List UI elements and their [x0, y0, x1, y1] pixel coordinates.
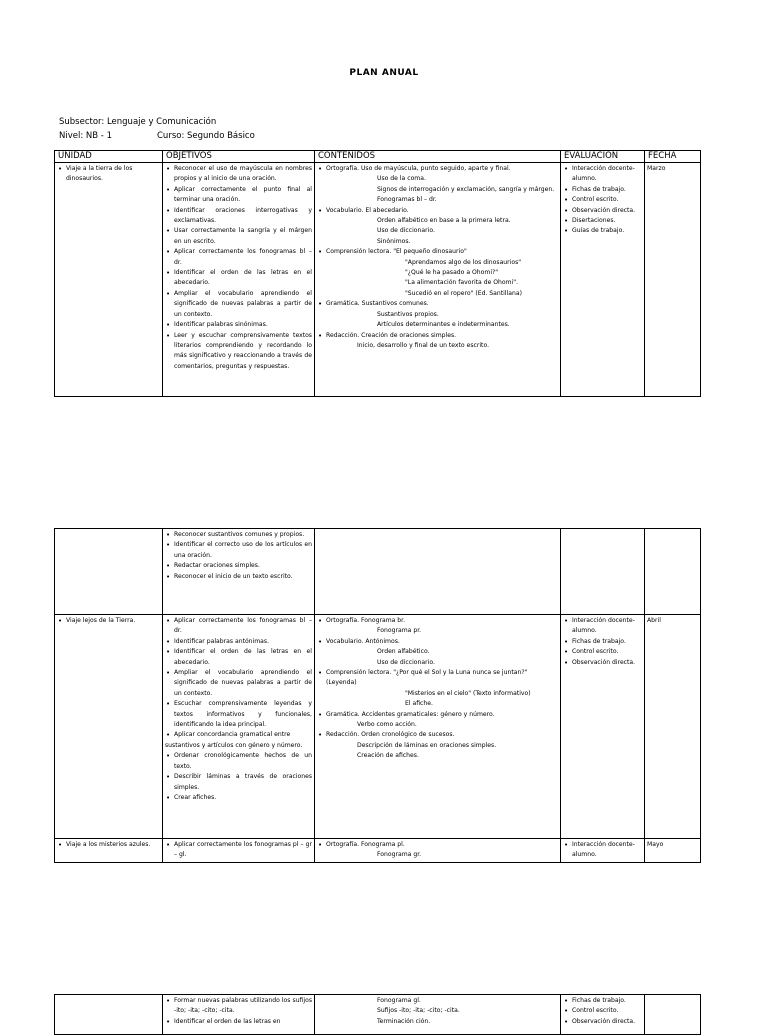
objetivos-cell: • Reconocer el uso de mayúscula en nombres propios y al inicio de una oración. • Aplicar correctamente el punto final al terminar una oración. • Identificar oraciones interrogativas y exclamativas. • Usar correctamente la sangría y el márgen en un escrito. • Aplicar correctamente los fonogramas bl – dr. • Identificar el orden de las letras en el abecedario. • Ampliar el vocabulario aprendiendo el significado de nuevas palabras a partir de un contexto. • Identificar palabras sinónimas. • Leer y escuchar comprensivamente textos literarios comprendiendo y recordando lo más significativo y reaccionando a través de comentarios, preguntas y respuestas.	[163, 163, 315, 397]
plan-table-page-3	[54, 994, 701, 1035]
header-fecha: FECHA	[645, 151, 701, 163]
header-objetivos: OBJETIVOS	[163, 151, 315, 163]
unidad-cell: • Viaje a la tierra de los dinosaurios.	[55, 163, 163, 397]
evaluacion-cell	[561, 529, 645, 615]
unidad-cell: • Viaje a los misterios azules.	[55, 839, 163, 863]
objetivos-cell: • Aplicar correctamente los fonogramas pl – gr – gl.	[163, 839, 315, 863]
contenidos-cell	[315, 529, 561, 615]
table-row	[55, 839, 701, 863]
table-row	[55, 995, 701, 1035]
fecha-cell: Abril	[645, 615, 701, 839]
contenidos-cell: Fonograma gl. Sufijos -ito; -ita; -cito; -cita. Terminación ción.	[315, 995, 561, 1035]
contenidos-cell: • Ortografía. Fonograma pl. Fonograma gr.	[315, 839, 561, 863]
curso-label: Curso: Segundo Básico	[157, 131, 255, 141]
table-row	[55, 163, 701, 397]
contenidos-cell: • Ortografía. Fonograma br. Fonograma pr. • Vocabulario. Antónimos. Orden alfabético. Uso de diccionario. • Comprensión lectora. "¿Por qué el Sol y la Luna nunca se juntan?" (Leyenda) "Misterios en el cielo" (Texto informativo) El afiche. • Gramática. Accidentes gramaticales: género y número. Verbo como acción. • Redacción. Orden cronológico de sucesos. Descripción de láminas en oraciones simples. Creación de afiches.	[315, 615, 561, 839]
evaluacion-cell: • Interacción docente-alumno. • Fichas de trabajo. • Control escrito. • Observación directa. • Disertaciones. • Guías de trabajo.	[561, 163, 645, 397]
contenidos-cell: • Ortografía. Uso de mayúscula, punto seguido, aparte y final. Uso de la coma. Signos de interrogación y exclamación, sangría y márgen. Fonogramas bl – dr. • Vocabulario. El abecedario. Orden alfabético en base a la primera letra. Uso de diccionario. Sinónimos. • Comprensión lectora. "El pequeño dinosaurio" "Aprendamos algo de los dinosaurios" "¿Qué le ha pasado a Ohomi?" "La alimentación favorita de Ohomi". "Sucedió en el ropero" (Ed. Santillana) • Gramática. Sustantivos comunes. Sustantivos propios. Artículos determinantes e indeterminantes. • Redacción. Creación de oraciones simples. Inicio, desarrollo y final de un texto escrito.	[315, 163, 561, 397]
header-unidad: UNIDAD	[55, 151, 163, 163]
unidad-cell	[55, 529, 163, 615]
nivel-curso-line	[59, 131, 255, 141]
fecha-cell	[645, 995, 701, 1035]
objetivos-cell: • Aplicar correctamente los fonogramas bl – dr. • Identificar palabras antónimas. • Identificar el orden de las letras en el abecedario. • Ampliar el vocabulario aprendiendo el significado de nuevas palabras a partir de un contexto. • Escuchar comprensivamente leyendas y textos informativos y funcionales, identificando la idea principal. • Aplicar concordancia gramatical entre sustantivos y artículos con género y número. • Ordenar cronológicamente hechos de un texto. • Describir láminas a través de oraciones simples. • Crear afiches.	[163, 615, 315, 839]
unidad-cell: • Viaje lejos de la Tierra.	[55, 615, 163, 839]
table-row	[55, 529, 701, 615]
plan-table-page-2	[54, 528, 701, 863]
objetivos-cell: • Reconocer sustantivos comunes y propios. • Identificar el correcto uso de los artículos en una oración. • Redactar oraciones simples. • Reconocer el inicio de un texto escrito.	[163, 529, 315, 615]
subsector-line: Subsector: Lenguaje y Comunicación	[59, 117, 217, 127]
unidad-cell	[55, 995, 163, 1035]
header-contenidos: CONTENIDOS	[315, 151, 561, 163]
evaluacion-cell: • Interacción docente-alumno.	[561, 839, 645, 863]
document-title: PLAN ANUAL	[349, 68, 419, 78]
table-row	[55, 615, 701, 839]
evaluacion-cell: • Fichas de trabajo. • Control escrito. • Observación directa.	[561, 995, 645, 1035]
plan-table-page-1	[54, 150, 701, 397]
nivel-label: Nivel: NB - 1	[59, 131, 112, 141]
evaluacion-cell: • Interacción docente-alumno. • Fichas de trabajo. • Control escrito. • Observación directa.	[561, 615, 645, 839]
fecha-cell	[645, 529, 701, 615]
fecha-cell: Mayo	[645, 839, 701, 863]
table-header-row	[55, 151, 701, 163]
header-evaluacion: EVALUACIÓN	[561, 151, 645, 163]
fecha-cell: Marzo	[645, 163, 701, 397]
objetivos-cell: • Formar nuevas palabras utilizando los sufijos -ito; -ita; -cito; -cita. • Identificar el orden de las letras en	[163, 995, 315, 1035]
